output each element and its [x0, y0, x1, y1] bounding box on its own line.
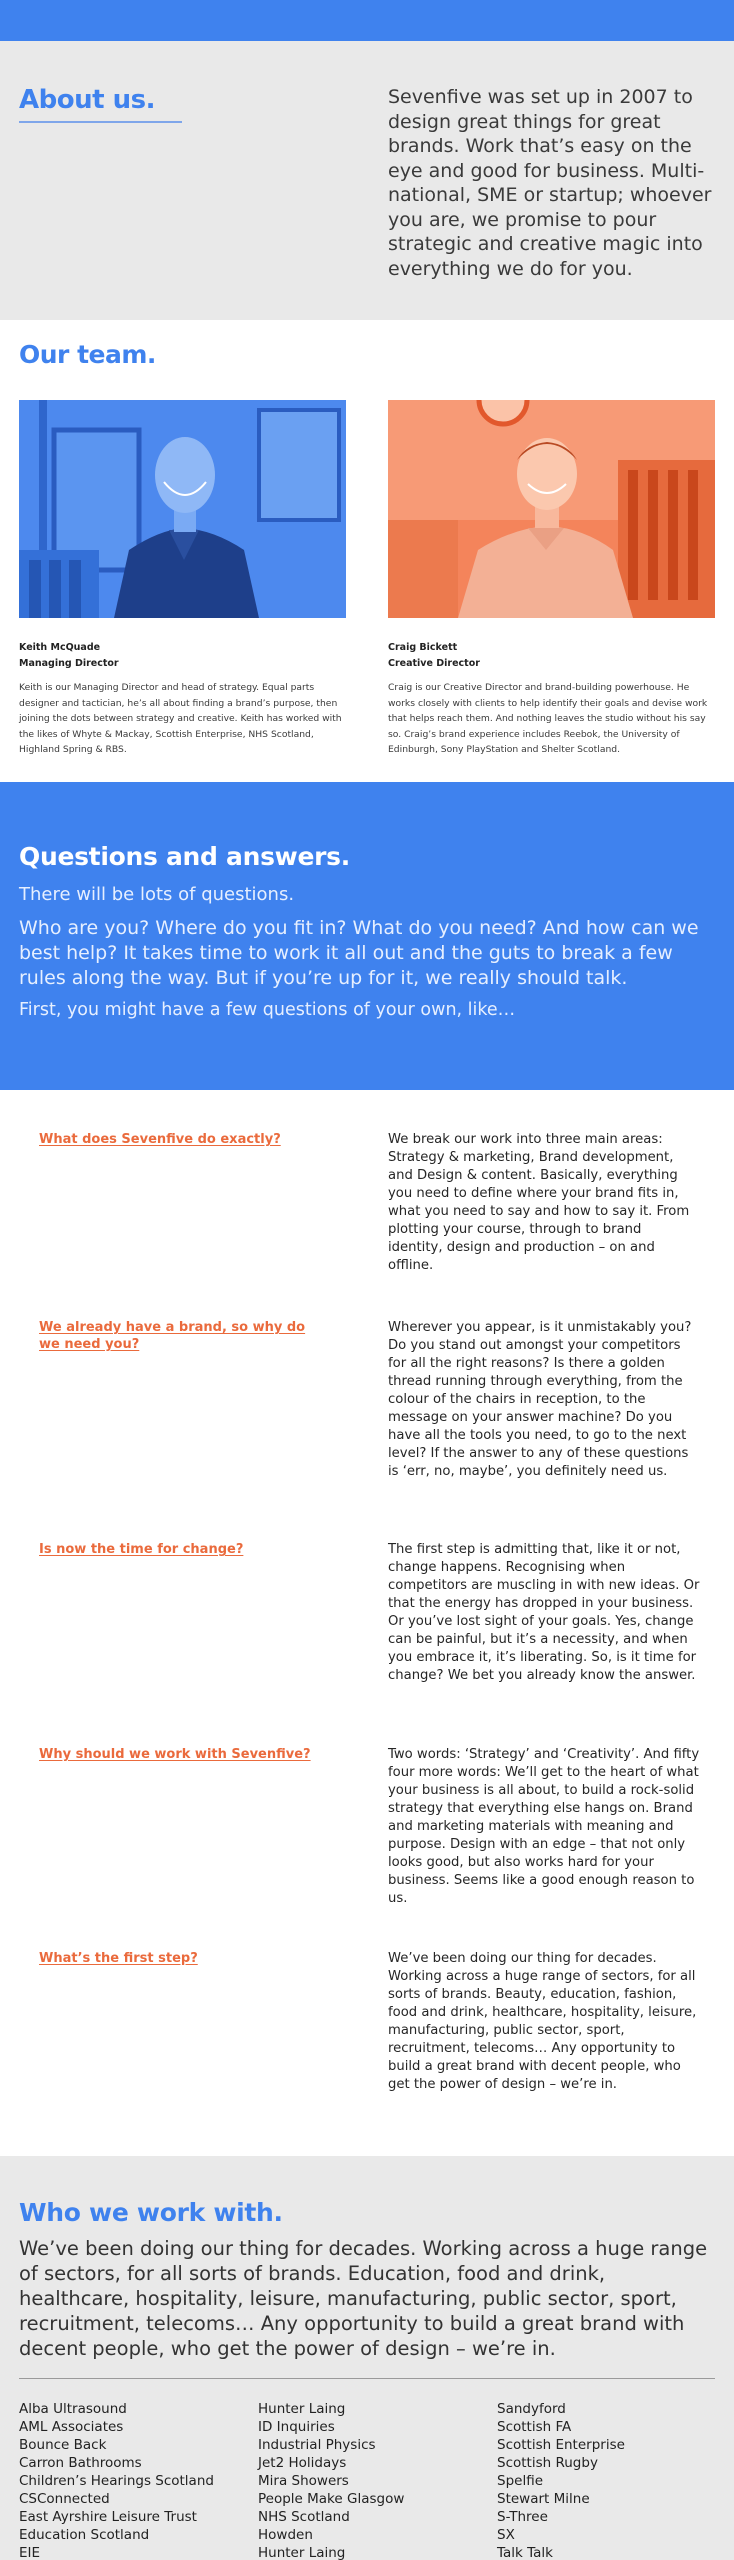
- client-name: NHS Scotland: [258, 2509, 350, 2525]
- craig-role: Creative Director: [388, 658, 480, 669]
- client-name: East Ayrshire Leisure Trust: [19, 2509, 197, 2525]
- client-name: Children’s Hearings Scotland: [19, 2473, 214, 2489]
- client-name: Hunter Laing: [258, 2401, 346, 2417]
- craig-bio: Craig is our Creative Director and brand-building powerhouse. He works closely with clients to help identify their goals and devise work that helps reach them. And nothing leaves the studio without his say so. Craig’s brand experience includes Reebok, the University of Edinburgh, Sony PlayStation and Shelter Scotland.: [388, 682, 708, 755]
- client-name: Industrial Physics: [258, 2437, 376, 2453]
- client-name: S-Three: [497, 2509, 548, 2525]
- clients-text: We’ve been doing our thing for decades. Working across a huge range of sectors, for all sorts of brands. Education, food and drink, healthcare, hospitality, leisure, manufacturing, public sector, sport, recruitment, telecoms… Any opportunity to build a great brand with decent people, who get the power of design – we’re in.: [19, 2237, 708, 2360]
- craig-name: Craig Bickett: [388, 642, 458, 653]
- clients-divider: [19, 2378, 715, 2379]
- qa-hero-section: [0, 782, 734, 1090]
- client-name: Stewart Milne: [497, 2491, 590, 2507]
- about-section: [0, 41, 734, 320]
- qa-first-line: First, you might have a few questions of your own, like…: [19, 1000, 516, 1020]
- faq-question-link[interactable]: What does Sevenfive do exactly?: [39, 1132, 281, 1147]
- client-name: Howden: [258, 2527, 313, 2543]
- faq-question-link[interactable]: We already have a brand, so why do we need you?: [39, 1320, 306, 1352]
- client-name: Talk Talk: [497, 2545, 553, 2560]
- client-name: Bounce Back: [19, 2437, 107, 2453]
- faq-answer: Wherever you appear, is it unmistakably you? Do you stand out amongst your competitors for all the right reasons? Is there a golden thread running through everything, from the colour of the chairs in reception, to the message on your answer machine? Do you have all the tools you need, to go to the next level? If the answer to any of these questions is ‘err, no, maybe’, you definitely need us.: [388, 1320, 692, 1479]
- client-name: People Make Glasgow: [258, 2491, 405, 2507]
- team-member-craig: [388, 400, 715, 758]
- faq-question-link[interactable]: What’s the first step?: [39, 1951, 198, 1966]
- client-name: EIE: [19, 2545, 41, 2560]
- team-title: Our team.: [19, 340, 156, 369]
- client-name: Scottish Enterprise: [497, 2437, 625, 2453]
- team-section: [0, 320, 734, 782]
- client-name: Spelfie: [497, 2473, 544, 2489]
- client-name: Mira Showers: [258, 2473, 349, 2489]
- client-name: CSConnected: [19, 2491, 110, 2507]
- about-title: About us.: [19, 85, 155, 115]
- qa-title: Questions and answers.: [19, 842, 350, 871]
- clients-section: [0, 2156, 734, 2560]
- team-member-keith: [19, 400, 346, 758]
- client-name: Alba Ultrasound: [19, 2401, 127, 2417]
- faq-question-link[interactable]: Why should we work with Sevenfive?: [39, 1747, 311, 1762]
- client-name: Jet2 Holidays: [258, 2455, 347, 2471]
- client-name: Hunter Laing: [258, 2545, 346, 2560]
- faq-answer: The first step is admitting that, like it or not, change happens. Recognising when competitors are muscling in with new ideas. Or that the energy has dropped in your business. Or you’ve lost sight of your goals. Yes, change can be painful, but it’s a necessity, and when you embrace it, it’s liberating. So, is it time for change? We bet you already know the answer.: [388, 1542, 700, 1683]
- client-name: Education Scotland: [19, 2527, 150, 2543]
- keith-photo: [19, 400, 346, 618]
- qa-intro: Who are you? Where do you fit in? What do you need? And how can we best help? It takes time to work it all out and the guts to break a few rules along the way. But if you’re up for it, we really should talk.: [19, 917, 699, 989]
- client-list-column: [497, 2400, 625, 2560]
- keith-role: Managing Director: [19, 658, 119, 669]
- faq-answer: We break our work into three main areas: Strategy & marketing, Brand development, and Design & content. Basically, everything you need to define where your brand fits in, what you need to say and how to say it. From plotting your course, through to brand identity, design and production – on and offline.: [388, 1132, 690, 1273]
- client-name: AML Associates: [19, 2419, 124, 2435]
- clients-title: Who we work with.: [19, 2198, 283, 2227]
- faq-answer: Two words: ‘Strategy’ and ‘Creativity’. And fifty four more words: We’ll get to the heart of what your business is all about, to build a rock-solid strategy that everything else hangs on. Brand and marketing materials with meaning and purpose. Design with an edge – that not only looks good, but also works hard for your business. Seems like a good enough reason to us.: [388, 1747, 700, 1906]
- client-name: Carron Bathrooms: [19, 2455, 142, 2471]
- keith-bio: Keith is our Managing Director and head of strategy. Equal parts designer and tactician, he’s all about finding a brand’s purpose, then joining the dots between strategy and creative. Keith has worked with the likes of Whyte & Mackay, Scottish Enterprise, NHS Scotland, Highland Spring & RBS.: [19, 682, 342, 755]
- client-name: SX: [497, 2527, 515, 2543]
- top-bar: [0, 0, 734, 41]
- client-name: Sandyford: [497, 2401, 566, 2417]
- faq-answer: We’ve been doing our thing for decades. Working across a huge range of sectors, for all sorts of brands. Beauty, education, fashion, food and drink, healthcare, hospitality, leisure, manufacturing, public sector, sport, recruitment, telecoms… Any opportunity to build a great brand with decent people, who get the power of design – we’re in.: [388, 1951, 697, 2092]
- faq-question-link[interactable]: Is now the time for change?: [39, 1542, 244, 1557]
- craig-photo: [388, 400, 715, 618]
- client-list-column: [258, 2400, 404, 2560]
- qa-subtitle: There will be lots of questions.: [19, 884, 295, 905]
- client-name: Scottish Rugby: [497, 2455, 598, 2471]
- client-name: ID Inquiries: [258, 2419, 335, 2435]
- about-text: Sevenfive was set up in 2007 to design great things for great brands. Work that’s easy on the eye and good for business. Multi-national, SME or startup; whoever you are, we promise to pour strategic and creative magic into everything we do for you.: [388, 86, 712, 280]
- client-name: Scottish FA: [497, 2419, 572, 2435]
- about-divider: [19, 121, 182, 123]
- keith-name: Keith McQuade: [19, 642, 101, 653]
- client-list-column: [19, 2400, 214, 2560]
